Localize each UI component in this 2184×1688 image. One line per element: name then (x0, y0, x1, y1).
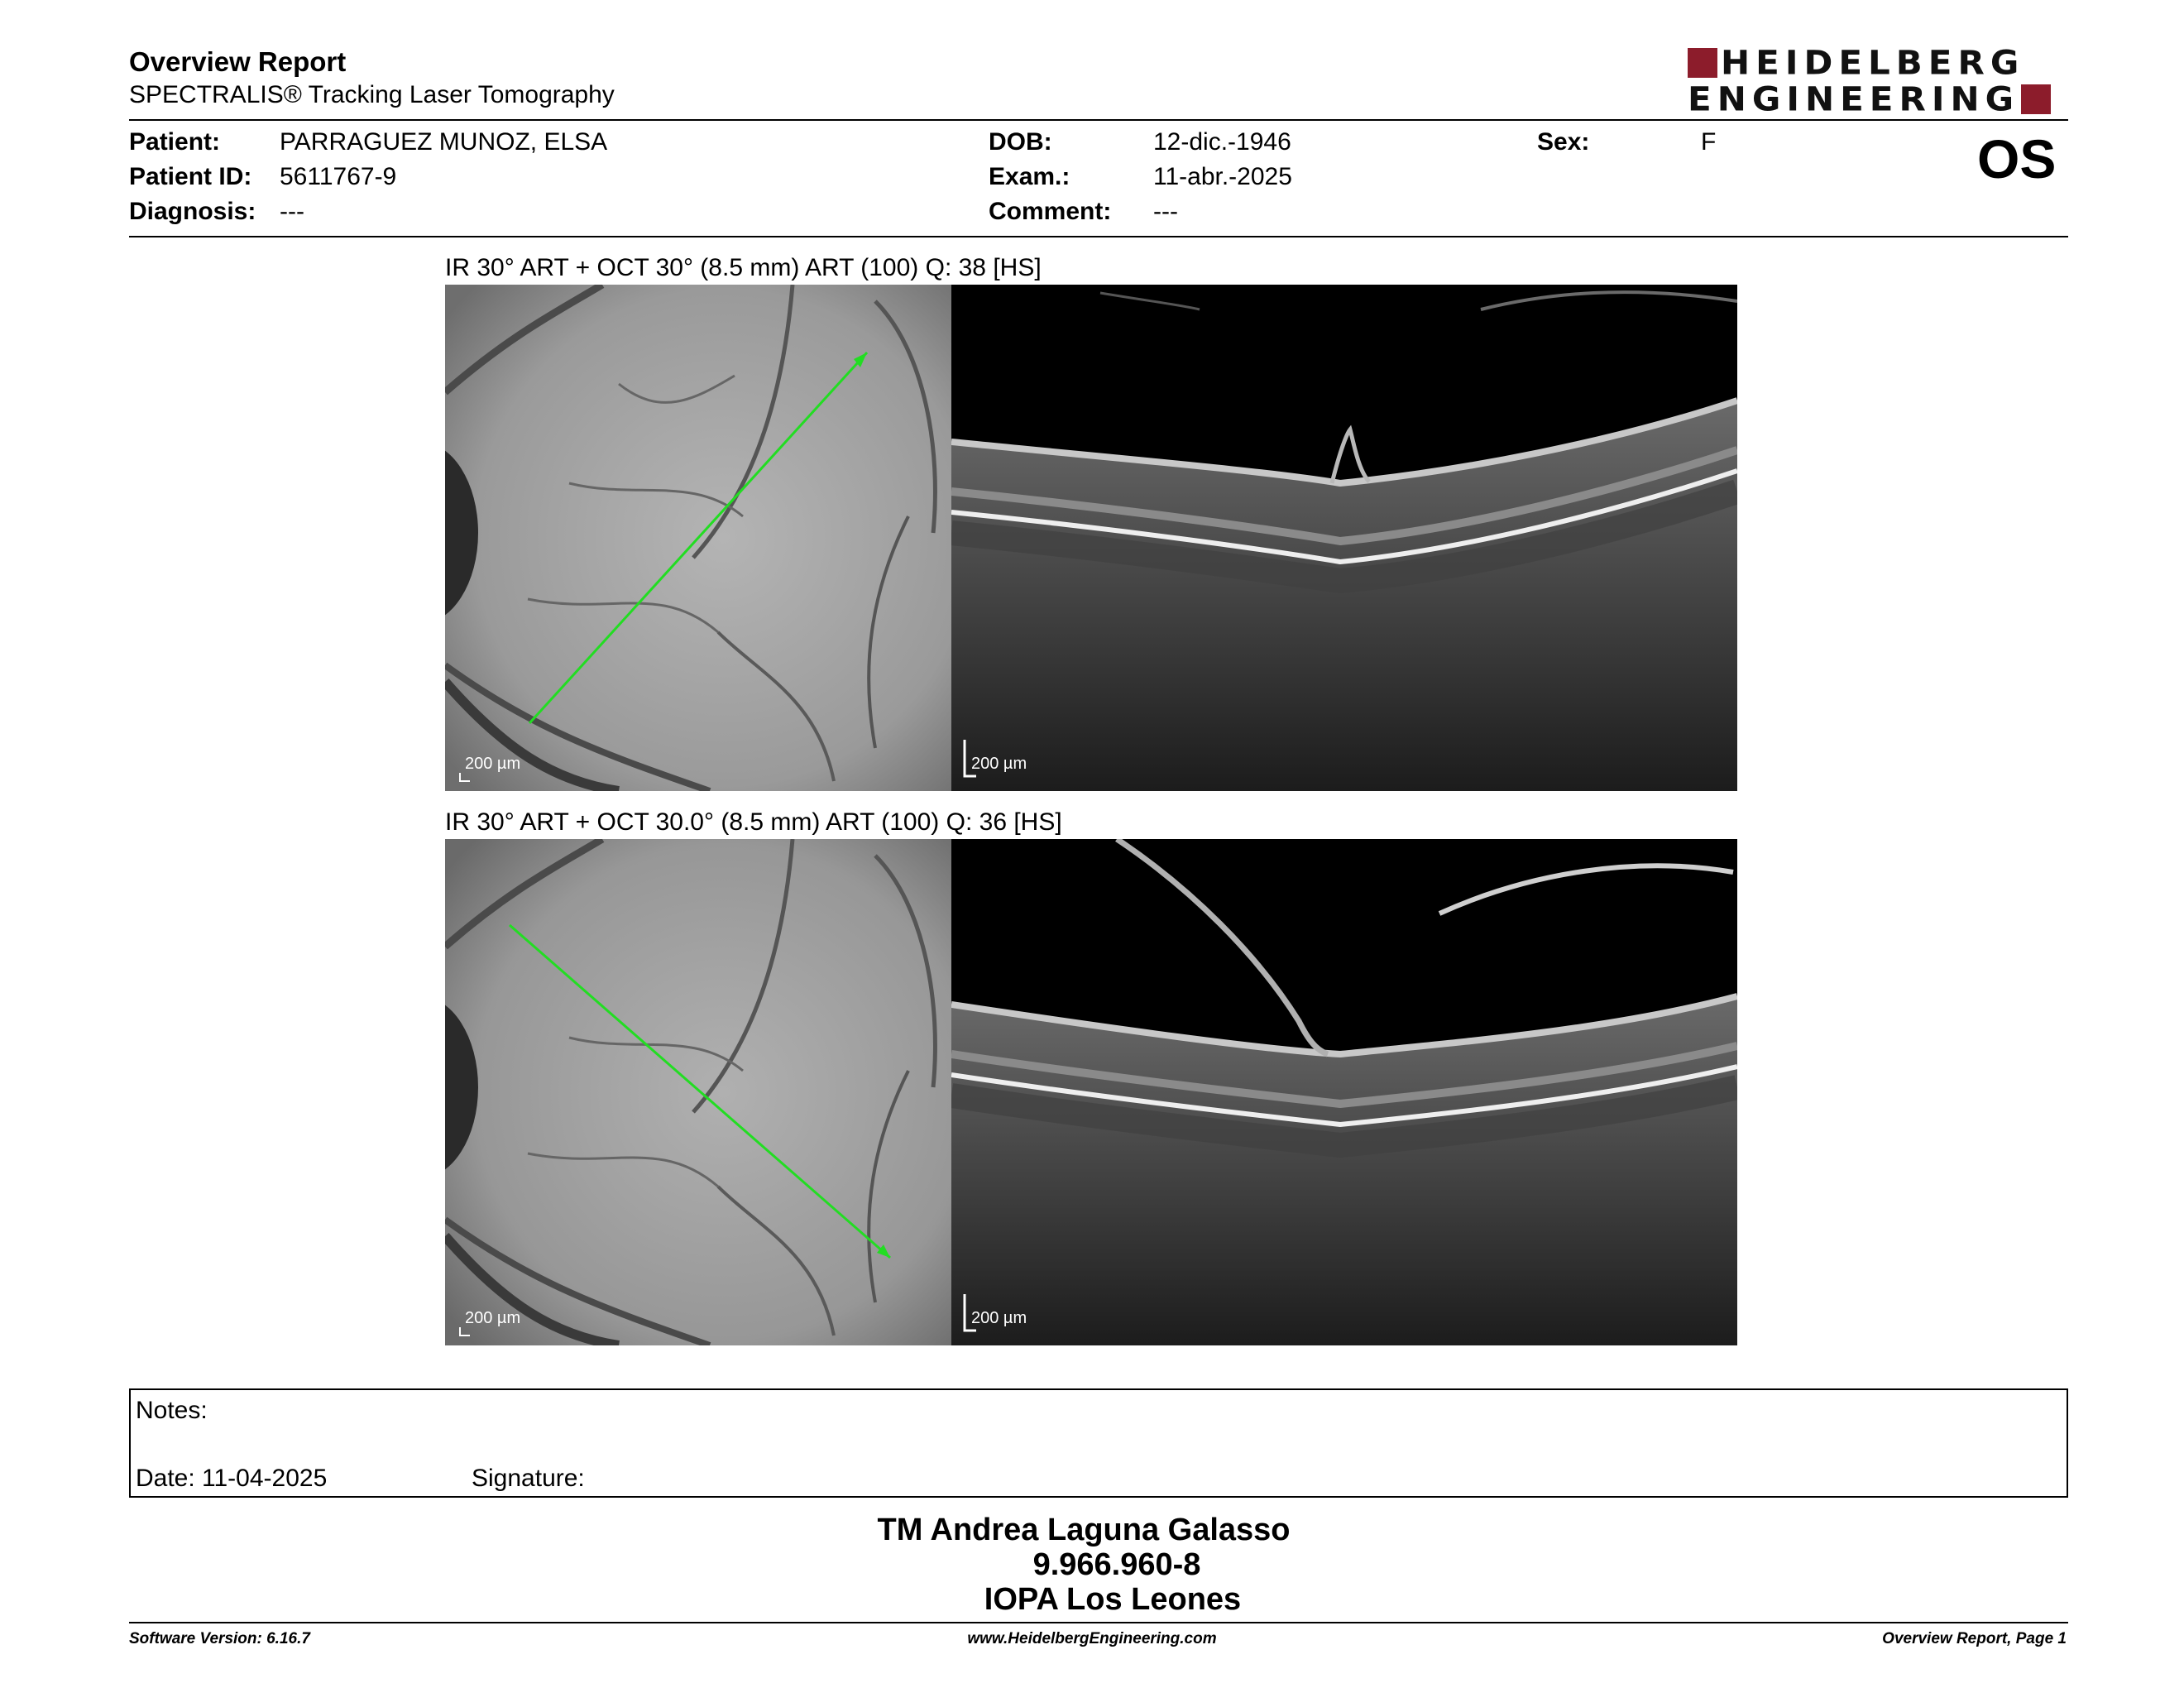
patient-divider (129, 236, 2068, 237)
scan-1-title: IR 30° ART + OCT 30° (8.5 mm) ART (100) Q: 38 [HS] (445, 254, 1042, 281)
website-link[interactable]: www.HeidelbergEngineering.com (967, 1630, 1217, 1647)
exam-label: Exam.: (989, 163, 1070, 190)
patient-label: Patient: (129, 128, 221, 156)
exam-value: 11-abr.-2025 (1153, 163, 1292, 190)
notes-signature-label: Signature: (472, 1465, 585, 1492)
logo-square-icon (1688, 48, 1717, 78)
scan-2-oct-bscan-image (951, 839, 1737, 1345)
sex-value: F (1701, 128, 1717, 156)
scan-2-oct-drawing (951, 839, 1737, 1345)
scan-2-oct-scale-label: 200 µm (971, 1309, 1027, 1327)
header-divider (129, 119, 2068, 121)
software-version: Software Version: 6.16.7 (129, 1630, 310, 1647)
scan-1-oct-scale-label: 200 µm (971, 755, 1027, 773)
diagnosis-value: --- (280, 198, 304, 225)
signatory-id: 9.966.960-8 (1032, 1547, 1201, 1582)
patient-id: 5611767-9 (280, 163, 397, 190)
sex-label: Sex: (1537, 128, 1590, 156)
scan-1-ir-scale-label: 200 µm (465, 755, 521, 773)
scan-2-ir-scale-label: 200 µm (465, 1309, 521, 1327)
signatory-name: TM Andrea Laguna Galasso (877, 1513, 1291, 1547)
scan-1-ir-fundus-drawing (445, 285, 951, 791)
comment-value: --- (1153, 198, 1178, 225)
heidelberg-logo (1688, 45, 2068, 116)
report-title: Overview Report (129, 46, 347, 77)
comment-label: Comment: (989, 198, 1112, 225)
patient-name: PARRAGUEZ MUNOZ, ELSA (280, 128, 608, 156)
scan-1-oct-drawing (951, 285, 1737, 791)
scan-1-ir-fundus-image (445, 285, 951, 791)
dob-label: DOB: (989, 128, 1052, 156)
scan-2-title: IR 30° ART + OCT 30.0° (8.5 mm) ART (100) Q: 36 [HS] (445, 808, 1062, 836)
report-subtitle: SPECTRALIS® Tracking Laser Tomography (129, 81, 615, 108)
diagnosis-label: Diagnosis: (129, 198, 256, 225)
footer-divider (129, 1622, 2068, 1623)
scan-1-oct-bscan-image (951, 285, 1737, 791)
patient-id-label: Patient ID: (129, 163, 252, 190)
notes-date: Date: 11-04-2025 (136, 1465, 328, 1492)
scan-2-ir-fundus-image (445, 839, 951, 1345)
dob-value: 12-dic.-1946 (1153, 128, 1291, 156)
notes-box (129, 1388, 2068, 1498)
page-indicator: Overview Report, Page 1 (1882, 1630, 2067, 1647)
scan-2-ir-fundus-drawing (445, 839, 951, 1345)
logo-square-icon (2021, 84, 2051, 114)
logo-line-2: ENGINEERING (1688, 79, 2020, 118)
logo-line-1: HEIDELBERG (1721, 43, 2025, 82)
eye-side-badge: OS (1977, 128, 2057, 189)
signatory-institution: IOPA Los Leones (984, 1582, 1242, 1617)
notes-label: Notes: (136, 1397, 208, 1424)
